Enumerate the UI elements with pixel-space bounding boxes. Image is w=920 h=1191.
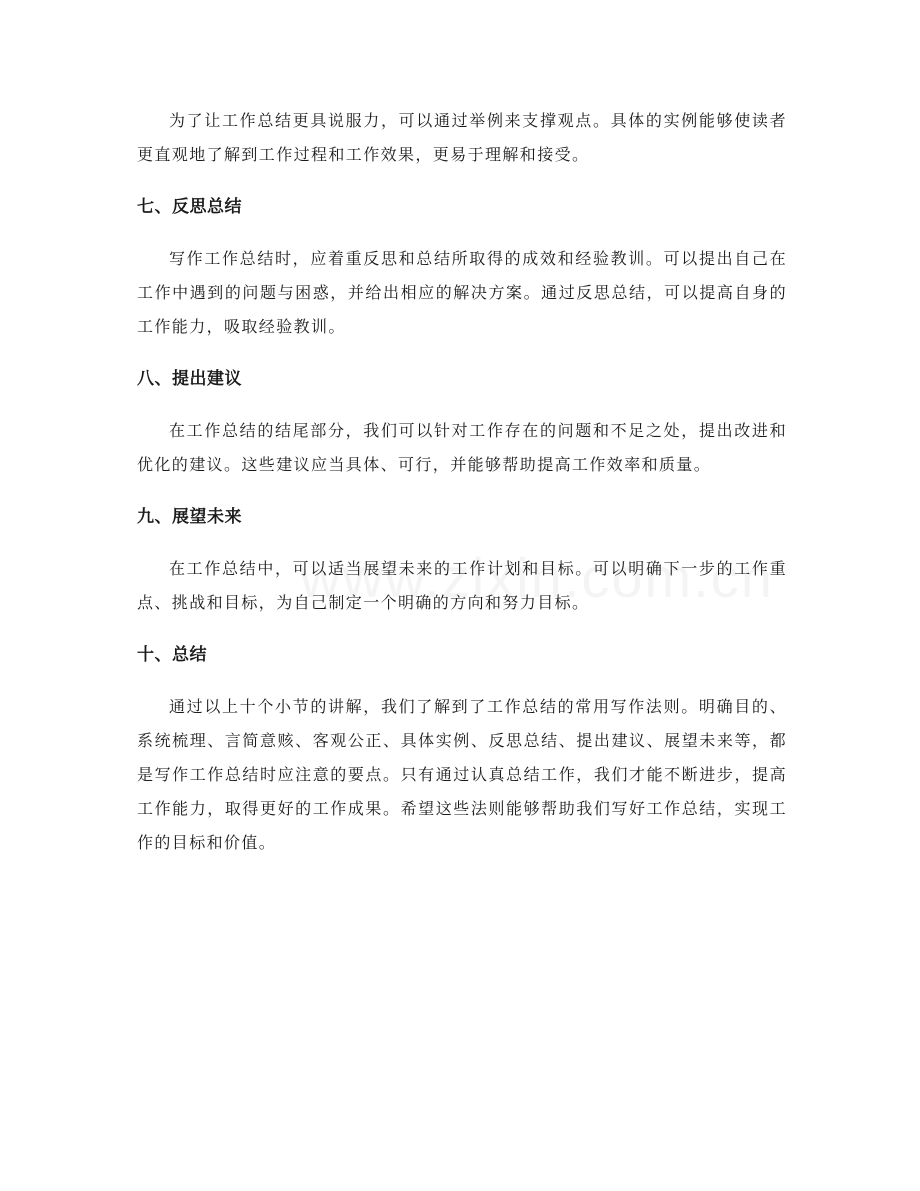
paragraph-future: 在工作总结中，可以适当展望未来的工作计划和目标。可以明确下一步的工作重点、挑战和目标，为自己制定一个明确的方向和努力目标。 bbox=[137, 559, 787, 612]
heading-reflection: 七、反思总结 bbox=[137, 197, 242, 217]
heading-summary: 十、总结 bbox=[137, 645, 207, 665]
heading-future: 九、展望未来 bbox=[137, 507, 242, 527]
paragraph-reflection: 写作工作总结时，应着重反思和总结所取得的成效和经验教训。可以提出自己在工作中遇到的问题与困惑，并给出相应的解决方案。通过反思总结，可以提高自身的工作能力，吸取经验教训。 bbox=[137, 249, 787, 336]
document-body bbox=[137, 104, 787, 860]
paragraph-suggestions: 在工作总结的结尾部分，我们可以针对工作存在的问题和不足之处，提出改进和优化的建议。这些建议应当具体、可行，并能够帮助提高工作效率和质量。 bbox=[137, 421, 787, 474]
heading-suggestions: 八、提出建议 bbox=[137, 369, 242, 389]
paragraph-summary: 通过以上十个小节的讲解，我们了解到了工作总结的常用写作法则。明确目的、系统梳理、言简意赅、客观公正、具体实例、反思总结、提出建议、展望未来等，都是写作工作总结时应注意的要点。只有通过认真总结工作，我们才能不断进步，提高工作能力，取得更好的工作成果。希望这些法则能够帮助我们写好工作总结，实现工作的目标和价值。 bbox=[137, 697, 787, 852]
paragraph-examples: 为了让工作总结更具说服力，可以通过举例来支撑观点。具体的实例能够使读者更直观地了解到工作过程和工作效果，更易于理解和接受。 bbox=[137, 111, 787, 164]
